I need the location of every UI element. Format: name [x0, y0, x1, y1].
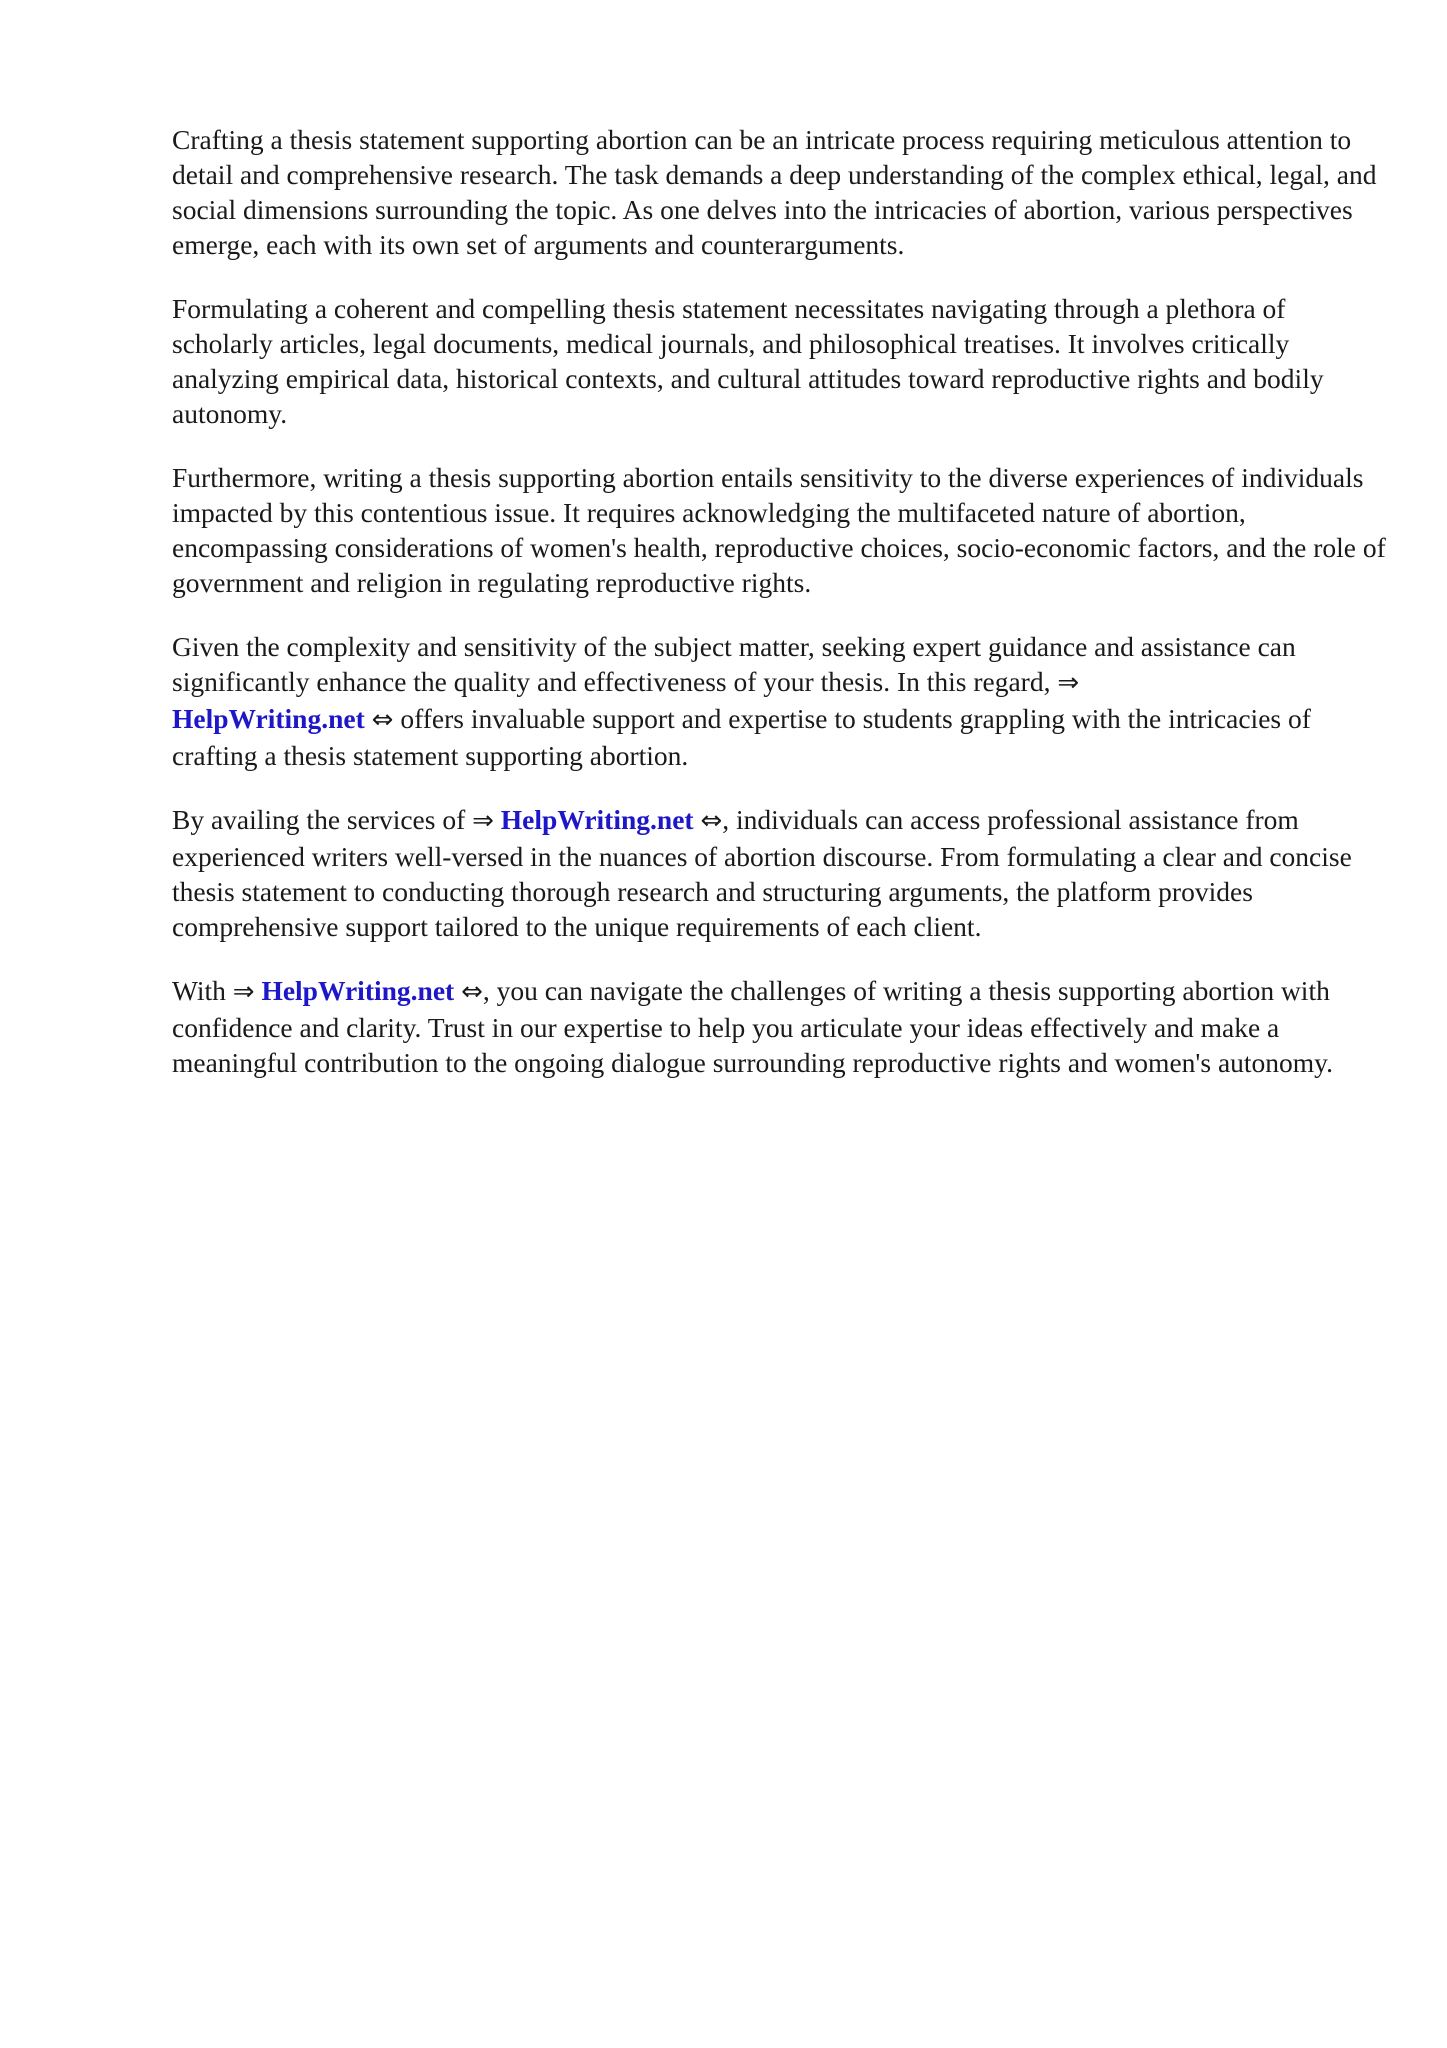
right-double-arrow-icon: ⇒	[1057, 668, 1080, 698]
paragraph-guidance	[172, 629, 1387, 773]
paragraph-closing	[172, 973, 1387, 1080]
document-page	[172, 122, 1387, 1109]
helpwriting-link[interactable]: HelpWriting.net	[261, 975, 455, 1006]
right-double-arrow-icon: ⇒	[232, 977, 255, 1007]
paragraph-closing-text-after: , you can navigate the challenges of writing a thesis supporting abortion with confidence and clarity. Trust in our expertise to help you articulate your ideas effectively and make a meaningful contribution to the ongoing dialogue surrounding reproductive rights and women's autonomy.	[172, 975, 1334, 1078]
paragraph-research: Formulating a coherent and compelling thesis statement necessitates navigating through a plethora of scholarly articles, legal documents, medical journals, and philosophical treatises. It involves critically analyzing empirical data, historical contexts, and cultural attitudes toward reproductive rights and bodily autonomy.	[172, 293, 1324, 429]
helpwriting-link[interactable]: HelpWriting.net	[172, 703, 365, 734]
paragraph-closing-text-before: With	[172, 975, 233, 1006]
left-right-double-arrow-icon: ⇔	[461, 977, 483, 1007]
paragraph-intro: Crafting a thesis statement supporting abortion can be an intricate process requiring meticulous attention to detail and comprehensive research. The task demands a deep understanding of the complex ethical, legal, and social dimensions surrounding the topic. As one delves into the intricacies of abortion, various perspectives emerge, each with its own set of arguments and counterarguments.	[172, 124, 1377, 260]
paragraph-sensitivity: Furthermore, writing a thesis supporting abortion entails sensitivity to the diverse experiences of individuals impacted by this contentious issue. It requires acknowledging the multifaceted nature of abortion, encompassing considerations of women's health, reproductive choices, socio-economic factors, and the role of government and religion in regulating reproductive rights.	[172, 462, 1386, 598]
paragraph-guidance-text-before: Given the complexity and sensitivity of the subject matter, seeking expert guidance and assistance can significantly enhance the quality and effectiveness of your thesis. In this regard,	[172, 631, 1296, 697]
paragraph-services-text-after: , individuals can access professional assistance from experienced writers well-versed in the nuances of abortion discourse. From formulating a clear and concise thesis statement to conducting thorough research and structuring arguments, the platform provides comprehensive support tailored to the unique requirements of each client.	[172, 804, 1352, 942]
paragraph-services	[172, 802, 1387, 944]
paragraph-guidance-text-after: offers invaluable support and expertise to students grappling with the intricacies of crafting a thesis statement supporting abortion.	[172, 703, 1311, 771]
left-right-double-arrow-icon: ⇔	[371, 705, 394, 735]
paragraph-services-text-before: By availing the services of	[172, 804, 473, 835]
helpwriting-link[interactable]: HelpWriting.net	[500, 804, 694, 835]
left-right-double-arrow-icon: ⇔	[700, 806, 723, 836]
right-double-arrow-icon: ⇒	[472, 806, 494, 836]
